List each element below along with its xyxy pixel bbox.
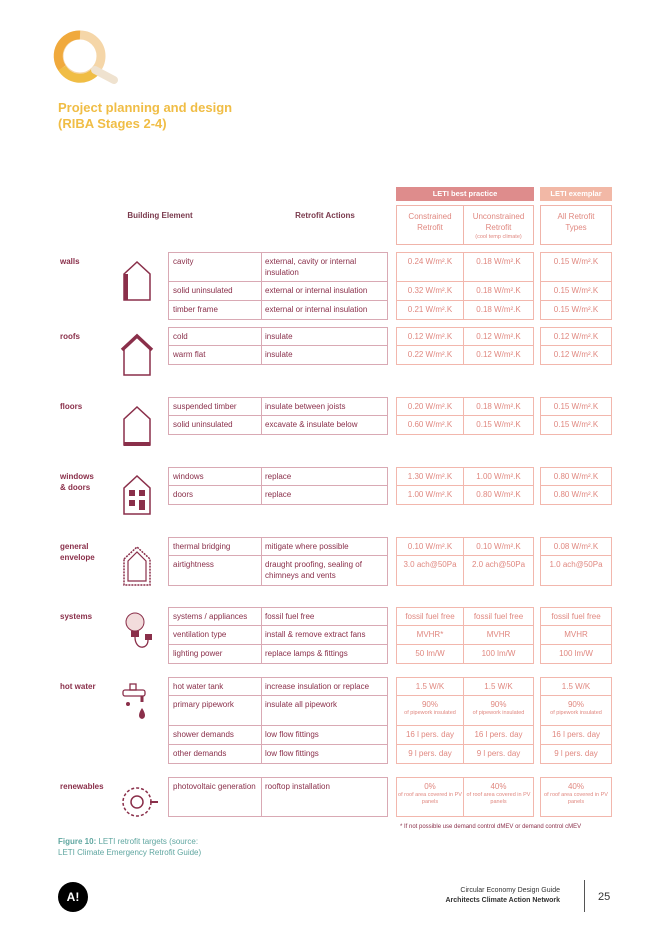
exemplar-value-cell-text: 1.5 W/K [561, 682, 591, 691]
building-element-cell [168, 625, 262, 645]
caption-line2: LETI Climate Emergency Retrofit Guide) [58, 848, 202, 857]
exemplar-value-cell [540, 467, 612, 486]
exemplar-value-cell-text: 90% [567, 700, 584, 709]
constrained-value-cell [396, 725, 464, 745]
constrained-value-cell-text: 0% [424, 782, 436, 791]
unconstrained-value-cell [464, 607, 534, 626]
exemplar-value-cell [540, 345, 612, 365]
exemplar-value-cell-text: 0.12 W/m².K [553, 350, 599, 359]
group-label-line1: windows [60, 472, 94, 481]
unconstrained-value-cell [464, 252, 534, 282]
exemplar-value-cell [540, 555, 612, 586]
retrofit-action-cell-text: fossil fuel free [265, 612, 315, 621]
retrofit-action-cell [262, 644, 388, 664]
retrofit-action-cell-text: external, cavity or internal insulation [265, 257, 357, 277]
building-element-cell [168, 677, 262, 696]
unconstrained-value-cell-text: 100 lm/W [481, 649, 516, 658]
retrofit-action-cell-text: insulate between joists [265, 402, 346, 411]
exemplar-value-cell [540, 537, 612, 556]
building-element-header: Building Element [127, 211, 193, 220]
building-element-cell-text: photovoltaic generation [173, 782, 256, 791]
exemplar-value-cell-text: fossil fuel free [551, 612, 601, 621]
exemplar-value-cell [540, 625, 612, 645]
group-label-line1: general [60, 542, 89, 551]
retrofit-action-cell [262, 537, 388, 556]
constrained-value-cell [396, 415, 464, 435]
exemplar-value-cell-text: 0.15 W/m².K [553, 402, 599, 411]
retrofit-action-cell-text: replace [265, 472, 292, 481]
building-element-cell-text: lighting power [173, 649, 223, 658]
building-element-cell [168, 725, 262, 745]
all-retrofit-types-header [540, 205, 612, 245]
exemplar-value-cell [540, 327, 612, 346]
unconstrained-value-cell-text: 40% [490, 782, 507, 791]
retrofit-action-cell [262, 744, 388, 764]
constrained-value-cell-text: 3.0 ach@50Pa [403, 560, 457, 569]
building-element-cell-text: hot water tank [173, 682, 224, 691]
building-element-cell-text: timber frame [173, 305, 218, 314]
group-label [60, 611, 92, 622]
retrofit-action-cell [262, 327, 388, 346]
figure-caption [58, 836, 201, 858]
exemplar-value-cell [540, 485, 612, 505]
unconstrained-value-cell-text: 0.12 W/m².K [476, 332, 521, 341]
retrofit-action-cell-text: replace lamps & fittings [265, 649, 348, 658]
building-element-cell-text: primary pipework [173, 700, 234, 709]
group-label [60, 541, 95, 563]
unconstrained-value-cell [464, 777, 534, 817]
constrained-value-cell-text: 0.24 W/m².K [407, 257, 453, 266]
constrained-value-cell [396, 744, 464, 764]
retrofit-label: Retrofit [417, 223, 443, 232]
group-label [60, 256, 80, 267]
best-practice-band: LETI best practice [396, 187, 534, 201]
retrofit-action-cell [262, 625, 388, 645]
constrained-value-cell [396, 327, 464, 346]
constrained-value-cell [396, 467, 464, 486]
constrained-value-cell [396, 537, 464, 556]
constrained-value-cell [396, 397, 464, 416]
building-element-cell-text: airtightness [173, 560, 214, 569]
unconstrained-value-cell-text: 90% [490, 700, 507, 709]
cool-temp-note: (cool temp climate) [475, 234, 522, 240]
exemplar-value-cell [540, 677, 612, 696]
building-element-cell-text: ventilation type [173, 630, 227, 639]
exemplar-value-cell-text: 0.15 W/m².K [553, 305, 599, 314]
building-element-cell [168, 281, 262, 301]
unconstrained-value-cell [464, 677, 534, 696]
group-label [60, 781, 104, 792]
lightbulb-plug-icon [120, 610, 154, 659]
building-element-cell [168, 415, 262, 435]
exemplar-value-cell [540, 695, 612, 726]
group-label-line1: floors [60, 402, 83, 411]
building-element-cell [168, 345, 262, 365]
exemplar-value-cell-text: 9 l pers. day [554, 749, 598, 758]
constrained-value-cell-text: 50 lm/W [415, 649, 445, 658]
building-element-cell-text: warm flat [173, 350, 206, 359]
constrained-value-cell [396, 281, 464, 301]
unconstrained-value-cell-text: MVHR [486, 630, 511, 639]
building-element-cell-text: solid uninsulated [173, 286, 233, 295]
constrained-value-cell-text: 1.00 W/m².K [407, 490, 453, 499]
exemplar-value-cell [540, 281, 612, 301]
retrofit-action-cell-text: low flow fittings [265, 730, 319, 739]
building-element-cell [168, 252, 262, 282]
exemplar-value-cell [540, 607, 612, 626]
building-element-cell [168, 695, 262, 726]
constrained-value-cell-text: 0.22 W/m².K [407, 350, 453, 359]
constrained-value-cell-text: 0.60 W/m².K [407, 420, 453, 429]
house-floor-icon [120, 403, 154, 452]
house-wall-icon [120, 258, 154, 307]
unconstrained-value-cell-text: 0.12 W/m².K [476, 350, 521, 359]
unconstrained-retrofit-header [464, 205, 534, 245]
constrained-value-cell [396, 644, 464, 664]
building-element-cell-text: cavity [173, 257, 194, 266]
unconstrained-value-cell [464, 281, 534, 301]
building-element-cell-text: cold [173, 332, 188, 341]
caption-bold: Figure 10: [58, 837, 97, 846]
unconstrained-value-cell [464, 345, 534, 365]
magnifier-logo-icon [50, 28, 122, 88]
retrofit-action-cell-text: increase insulation or replace [265, 682, 370, 691]
constrained-value-cell [396, 300, 464, 320]
retrofit-action-cell [262, 607, 388, 626]
exemplar-value-cell-text: 1.0 ach@50Pa [549, 560, 603, 569]
house-windows-icon [120, 472, 154, 521]
constrained-value-cell [396, 777, 464, 817]
retrofit-action-cell [262, 485, 388, 505]
retrofit-action-cell-text: rooftop installation [265, 782, 330, 791]
constrained-value-cell-text: 9 l pers. day [408, 749, 452, 758]
group-label [60, 401, 82, 412]
unconstrained-value-cell [464, 327, 534, 346]
constrained-value-cell [396, 345, 464, 365]
house-roof-icon [120, 333, 154, 382]
unconstrained-value-cell-text: 16 l pers. day [474, 730, 523, 739]
building-element-cell-text: doors [173, 490, 194, 499]
unconstrained-value-cell-note: of pipework insulated [472, 710, 525, 716]
exemplar-value-cell-text: 0.12 W/m².K [553, 332, 599, 341]
retrofit-action-cell [262, 677, 388, 696]
retrofit-action-cell-text: insulate all pipework [265, 700, 338, 709]
constrained-value-cell-note: of pipework insulated [404, 710, 456, 716]
retrofit-action-cell-text: external or internal insulation [265, 286, 368, 295]
group-label-line1: renewables [60, 782, 104, 791]
tap-drop-icon [120, 682, 154, 731]
constrained-value-cell-text: 0.21 W/m².K [407, 305, 453, 314]
constrained-value-cell-text: 1.5 W/K [415, 682, 445, 691]
exemplar-value-cell [540, 300, 612, 320]
building-element-cell [168, 537, 262, 556]
unconstrained-value-cell [464, 300, 534, 320]
building-element-cell [168, 777, 262, 817]
building-element-cell [168, 397, 262, 416]
group-label [60, 681, 96, 692]
retrofit-action-cell-text: insulate [265, 332, 293, 341]
unconstrained-value-cell [464, 725, 534, 745]
exemplar-value-cell [540, 252, 612, 282]
unconstrained-value-cell-text: 0.18 W/m².K [476, 286, 521, 295]
unconstrained-value-cell-text: 0.15 W/m².K [476, 420, 521, 429]
group-label-line1: hot water [60, 682, 96, 691]
unconstrained-value-cell [464, 485, 534, 505]
exemplar-value-cell-note: of pipework insulated [550, 710, 602, 716]
retrofit-actions-header: Retrofit Actions [295, 211, 355, 220]
page-number: 25 [598, 891, 611, 903]
retrofit-action-cell [262, 281, 388, 301]
unconstrained-value-cell-text: 0.18 W/m².K [476, 402, 521, 411]
retrofit-action-cell-text: external or internal insulation [265, 305, 368, 314]
retrofit-action-cell [262, 415, 388, 435]
unconstrained-value-cell [464, 625, 534, 645]
unconstrained-value-cell-text: 0.10 W/m².K [476, 542, 521, 551]
unconstrained-value-cell [464, 644, 534, 664]
exemplar-value-cell-text: 0.08 W/m².K [553, 542, 599, 551]
retrofit-action-cell [262, 555, 388, 586]
exemplar-value-cell-text: 100 lm/W [559, 649, 593, 658]
footer-divider [584, 880, 585, 912]
unconstrained-value-cell-text: 1.00 W/m².K [476, 472, 521, 481]
sun-plug-icon [120, 782, 154, 831]
constrained-value-cell-note: of roof area covered in PV panels [398, 792, 462, 805]
constrained-value-cell [396, 555, 464, 586]
constrained-value-cell-text: 1.30 W/m².K [407, 472, 453, 481]
exemplar-value-cell-text: 0.80 W/m².K [553, 472, 599, 481]
page-title-line2: (RIBA Stages 2-4) [58, 116, 167, 131]
exemplar-value-cell [540, 415, 612, 435]
unconstrained-value-cell [464, 467, 534, 486]
exemplar-value-cell [540, 744, 612, 764]
guide-title: Circular Economy Design Guide [460, 887, 560, 894]
building-element-cell [168, 327, 262, 346]
constrained-value-cell-text: 90% [421, 700, 438, 709]
exemplar-value-cell [540, 725, 612, 745]
building-element-cell [168, 467, 262, 486]
unconstrained-value-cell [464, 695, 534, 726]
exemplar-value-cell-text: 16 l pers. day [551, 730, 601, 739]
exemplar-value-cell-text: MVHR [564, 630, 588, 639]
retrofit-action-cell-text: excavate & insulate below [265, 420, 358, 429]
house-envelope-icon [120, 543, 154, 592]
constrained-value-cell [396, 252, 464, 282]
retrofit-action-cell-text: install & remove extract fans [265, 630, 366, 639]
unconstrained-value-cell-text: 1.5 W/K [484, 682, 513, 691]
retrofit-label-2: Retrofit [485, 223, 512, 232]
unconstrained-value-cell-text: 0.80 W/m².K [476, 490, 521, 499]
retrofit-action-cell-text: low flow fittings [265, 749, 319, 758]
constrained-label: Constrained [408, 212, 452, 221]
constrained-value-cell-text: 0.20 W/m².K [407, 402, 453, 411]
retrofit-action-cell [262, 300, 388, 320]
retrofit-action-cell-text: insulate [265, 350, 293, 359]
group-label-line2: envelope [60, 553, 95, 562]
retrofit-action-cell [262, 397, 388, 416]
group-label [60, 331, 80, 342]
unconstrained-value-cell-note: of roof area covered in PV panels [466, 792, 531, 805]
exemplar-value-cell [540, 777, 612, 817]
unconstrained-value-cell [464, 397, 534, 416]
building-element-cell-text: solid uninsulated [173, 420, 233, 429]
aa-logo: A! [58, 882, 88, 912]
retrofit-action-cell [262, 345, 388, 365]
group-label [60, 471, 94, 493]
exemplar-value-cell [540, 397, 612, 416]
building-element-cell [168, 607, 262, 626]
building-element-cell-text: systems / appliances [173, 612, 248, 621]
all-retrofit-label: All Retrofit [557, 212, 595, 221]
constrained-value-cell-text: 0.12 W/m².K [407, 332, 453, 341]
building-element-cell-text: shower demands [173, 730, 234, 739]
exemplar-value-cell-text: 0.80 W/m².K [553, 490, 599, 499]
group-label-line2: & doors [60, 483, 91, 492]
unconstrained-value-cell [464, 537, 534, 556]
exemplar-value-cell-text: 0.15 W/m².K [553, 286, 599, 295]
retrofit-action-cell [262, 695, 388, 726]
exemplar-value-cell-text: 0.15 W/m².K [553, 257, 599, 266]
constrained-value-cell [396, 695, 464, 726]
building-element-cell-text: windows [173, 472, 204, 481]
unconstrained-value-cell-text: fossil fuel free [473, 612, 524, 621]
caption-text: LETI retrofit targets (source: [96, 837, 199, 846]
constrained-value-cell [396, 485, 464, 505]
retrofit-action-cell-text: mitigate where possible [265, 542, 349, 551]
types-label: Types [565, 223, 587, 232]
constrained-value-cell-text: fossil fuel free [405, 612, 455, 621]
constrained-value-cell-text: MVHR* [416, 630, 444, 639]
page-title-line1: Project planning and design [58, 100, 233, 115]
group-label-line1: systems [60, 612, 93, 621]
constrained-value-cell-text: 0.32 W/m².K [407, 286, 453, 295]
retrofit-action-cell-text: replace [265, 490, 292, 499]
building-element-cell [168, 485, 262, 505]
building-element-cell [168, 744, 262, 764]
page-title [58, 100, 232, 132]
constrained-value-cell-text: 16 l pers. day [405, 730, 455, 739]
retrofit-action-cell [262, 467, 388, 486]
retrofit-action-cell-text: draught proofing, sealing of chimneys and vents [265, 560, 362, 580]
constrained-value-cell [396, 607, 464, 626]
building-element-cell-text: other demands [173, 749, 227, 758]
footnote: * If not possible use demand control dMEV or demand control cMEV [400, 824, 582, 830]
building-element-cell-text: suspended timber [173, 402, 237, 411]
unconstrained-value-cell-text: 0.18 W/m².K [476, 305, 521, 314]
building-element-cell [168, 300, 262, 320]
exemplar-value-cell-text: 40% [567, 782, 584, 791]
retrofit-action-cell [262, 777, 388, 817]
exemplar-value-cell [540, 644, 612, 664]
constrained-value-cell-text: 0.10 W/m².K [407, 542, 453, 551]
exemplar-band: LETI exemplar [540, 187, 612, 201]
building-element-cell [168, 555, 262, 586]
unconstrained-value-cell-text: 0.18 W/m².K [476, 257, 521, 266]
unconstrained-label: Unconstrained [472, 212, 525, 221]
group-label-line1: roofs [60, 332, 80, 341]
constrained-value-cell [396, 677, 464, 696]
retrofit-action-cell [262, 252, 388, 282]
building-element-cell [168, 644, 262, 664]
retrofit-action-cell [262, 725, 388, 745]
guide-subtitle: Architects Climate Action Network [445, 897, 560, 904]
unconstrained-value-cell [464, 555, 534, 586]
unconstrained-value-cell [464, 744, 534, 764]
unconstrained-value-cell-text: 2.0 ach@50Pa [471, 560, 526, 569]
unconstrained-value-cell [464, 415, 534, 435]
building-element-cell-text: thermal bridging [173, 542, 231, 551]
group-label-line1: walls [60, 257, 80, 266]
constrained-value-cell [396, 625, 464, 645]
unconstrained-value-cell-text: 9 l pers. day [476, 749, 521, 758]
constrained-retrofit-header [396, 205, 464, 245]
exemplar-value-cell-text: 0.15 W/m².K [553, 420, 599, 429]
exemplar-value-cell-note: of roof area covered in PV panels [544, 792, 608, 805]
